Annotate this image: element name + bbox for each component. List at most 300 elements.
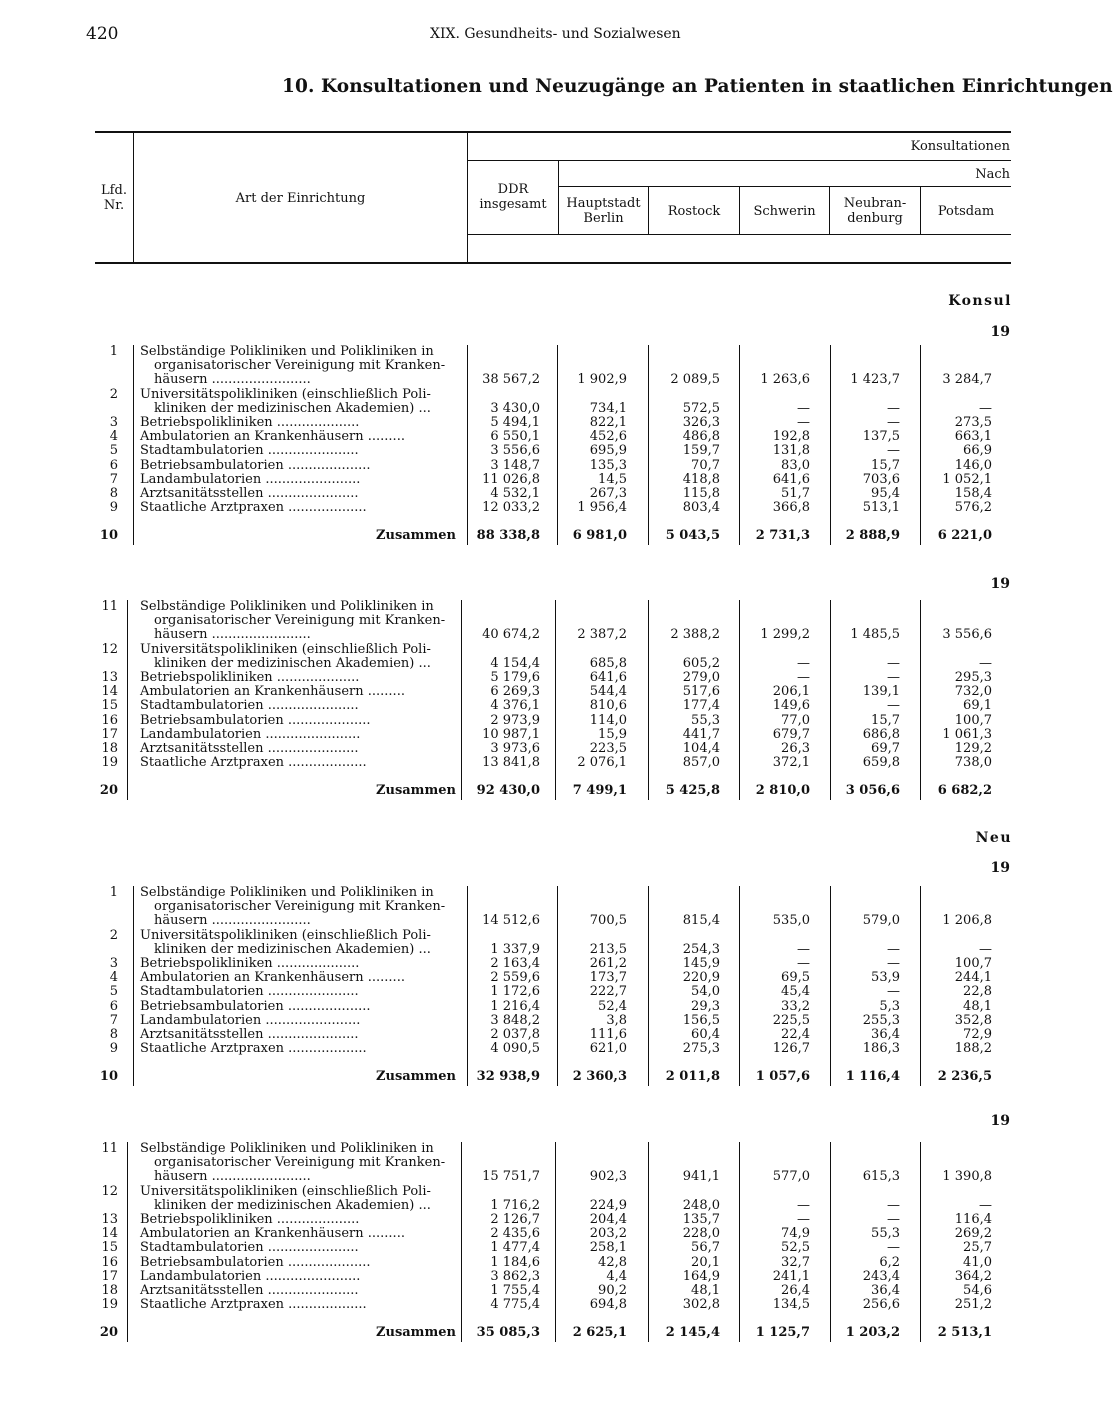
cell-value: 69,7 — [871, 741, 900, 756]
cell-value: 3,8 — [606, 1012, 627, 1028]
year-label: 19 — [990, 1113, 1010, 1129]
cell-value: 48,1 — [963, 998, 992, 1014]
cell-value: — — [887, 956, 900, 971]
row-number: 15 — [101, 1240, 118, 1256]
cell-value: 2 145,4 — [665, 1325, 720, 1341]
cell-value: 572,5 — [682, 400, 720, 416]
table-row — [0, 473, 1024, 487]
cell-value: 115,8 — [682, 486, 720, 501]
cell-value: 220,9 — [682, 970, 720, 986]
cell-value: 42,8 — [598, 1254, 627, 1270]
table-row — [0, 1142, 1024, 1185]
cell-value: 137,5 — [862, 429, 900, 445]
cell-value: 1 485,5 — [850, 627, 900, 643]
table-row — [0, 1213, 1024, 1227]
cell-value: 1 172,6 — [490, 984, 540, 1000]
row-number: 14 — [101, 684, 118, 700]
cell-value: 2 731,3 — [755, 528, 810, 544]
cell-value: 4 376,1 — [490, 698, 540, 714]
row-label: Landambulatorien ....................... — [140, 726, 361, 742]
row-label: organisatorischer Vereinigung mit Kranken- — [154, 899, 446, 915]
table-row — [0, 699, 1024, 713]
table-row-total — [0, 529, 1024, 543]
cell-value: 418,8 — [682, 471, 720, 487]
cell-value: 36,4 — [871, 1027, 900, 1042]
header-group-rule — [468, 160, 1011, 161]
row-label: kliniken der medizinischen Akademien) ... — [154, 655, 431, 671]
header-district: Rostock — [667, 204, 721, 219]
cell-value: 131,8 — [772, 443, 810, 459]
table-row — [0, 886, 1024, 929]
cell-value: 641,6 — [772, 471, 810, 487]
cell-value: 251,2 — [954, 1297, 992, 1313]
table-row — [0, 501, 1024, 515]
row-label: Betriebsambulatorien .................... — [140, 1254, 371, 1270]
cell-value: 615,3 — [862, 1169, 900, 1185]
cell-value: 20,1 — [691, 1254, 720, 1270]
row-number: 18 — [101, 741, 118, 756]
cell-value: 815,4 — [682, 913, 720, 929]
row-label: Staatliche Arztpraxen ................... — [140, 1041, 367, 1057]
table-row-total — [0, 1326, 1024, 1340]
cell-value: 66,9 — [963, 443, 992, 459]
cell-value: 3 148,7 — [490, 457, 540, 473]
row-label: Betriebspolikliniken .................... — [140, 415, 360, 430]
cell-value: 1 263,6 — [760, 372, 810, 388]
row-label: Ambulatorien an Krankenhäusern ......... — [140, 684, 405, 700]
cell-value: 88 338,8 — [476, 528, 540, 544]
cell-value: 1 477,4 — [490, 1240, 540, 1256]
cell-value: 135,3 — [589, 457, 627, 473]
column-divider — [648, 1142, 649, 1342]
row-number: 18 — [101, 1283, 118, 1298]
cell-value: 2 435,6 — [490, 1226, 540, 1242]
cell-value: — — [887, 984, 900, 1000]
cell-value: 51,7 — [781, 486, 810, 501]
cell-value: 36,4 — [871, 1283, 900, 1298]
cell-value: 1 216,4 — [490, 998, 540, 1014]
cell-value: 77,0 — [781, 712, 810, 728]
cell-value: 2 625,1 — [572, 1325, 627, 1341]
cell-value: 111,6 — [589, 1027, 627, 1042]
page-number: 420 — [86, 24, 119, 44]
row-number: 13 — [101, 1212, 118, 1227]
cell-value: 2 810,0 — [755, 783, 810, 799]
table-row — [0, 957, 1024, 971]
cell-value: 364,2 — [954, 1268, 992, 1284]
header-nach: Nach — [975, 167, 1010, 182]
cell-value: 177,4 — [682, 698, 720, 714]
cell-value: 90,2 — [598, 1283, 627, 1298]
row-number: 12 — [101, 1183, 118, 1199]
cell-value: 703,6 — [862, 471, 900, 487]
row-label: Landambulatorien ....................... — [140, 1268, 361, 1284]
cell-value: 1 299,2 — [760, 627, 810, 643]
cell-value: 269,2 — [954, 1226, 992, 1242]
column-divider — [920, 886, 921, 1086]
column-divider — [739, 1142, 740, 1342]
column-divider — [555, 1142, 556, 1342]
cell-value: 55,3 — [871, 1226, 900, 1242]
cell-value: 6 269,3 — [490, 684, 540, 700]
cell-value: — — [797, 1197, 810, 1213]
table-title: 10. Konsultationen und Neuzugänge an Patienten in staatlichen Einrichtungen — [282, 76, 1113, 97]
cell-value: 275,3 — [682, 1041, 720, 1057]
cell-value: 7 499,1 — [572, 783, 627, 799]
row-number: 2 — [109, 927, 118, 943]
cell-value: 2 126,7 — [490, 1212, 540, 1227]
cell-value: 146,0 — [954, 457, 992, 473]
cell-value: 56,7 — [691, 1240, 720, 1256]
cell-value: 116,4 — [954, 1212, 992, 1227]
row-label: Ambulatorien an Krankenhäusern ......... — [140, 970, 405, 986]
cell-value: 734,1 — [589, 400, 627, 416]
cell-value: 256,6 — [862, 1297, 900, 1313]
column-divider — [739, 345, 740, 545]
table-row — [0, 1256, 1024, 1270]
cell-value: 11 026,8 — [482, 471, 540, 487]
row-number: 15 — [101, 698, 118, 714]
cell-value: — — [979, 941, 992, 957]
total-label: Zusammen — [376, 528, 456, 544]
year-label: 19 — [990, 576, 1010, 592]
cell-value: 1 956,4 — [577, 500, 627, 516]
column-divider — [555, 600, 556, 800]
cell-value: 535,0 — [772, 913, 810, 929]
table-row — [0, 742, 1024, 756]
cell-value: 1 755,4 — [490, 1283, 540, 1298]
row-number: 5 — [109, 984, 118, 1000]
row-label: organisatorischer Vereinigung mit Kranken- — [154, 613, 446, 629]
cell-value: 52,5 — [781, 1240, 810, 1256]
row-number: 4 — [109, 970, 118, 986]
cell-value: 14,5 — [598, 471, 627, 487]
cell-value: 255,3 — [862, 1012, 900, 1028]
cell-value: 273,5 — [954, 415, 992, 430]
cell-value: 225,5 — [772, 1012, 810, 1028]
header-district: Neubran- denburg — [843, 196, 907, 226]
cell-value: 1 125,7 — [755, 1325, 810, 1341]
cell-value: 576,2 — [954, 500, 992, 516]
table-row — [0, 714, 1024, 728]
cell-value: 52,4 — [598, 998, 627, 1014]
column-divider — [920, 1142, 921, 1342]
cell-value: 267,3 — [589, 486, 627, 501]
cell-value: 156,5 — [682, 1012, 720, 1028]
column-divider — [830, 600, 831, 800]
row-label: Stadtambulatorien ...................... — [140, 984, 359, 1000]
row-number: 17 — [101, 726, 118, 742]
cell-value: 2 559,6 — [490, 970, 540, 986]
cell-value: 3 973,6 — [490, 741, 540, 756]
cell-value: 295,3 — [954, 670, 992, 685]
cell-value: 822,1 — [589, 415, 627, 430]
row-label: Betriebspolikliniken .................... — [140, 1212, 360, 1227]
column-divider — [739, 886, 740, 1086]
table-row-total — [0, 1070, 1024, 1084]
cell-value: 2 163,4 — [490, 956, 540, 971]
cell-value: 32,7 — [781, 1254, 810, 1270]
cell-value: 145,9 — [682, 956, 720, 971]
cell-value: — — [979, 1197, 992, 1213]
cell-value: 1 337,9 — [490, 941, 540, 957]
table-row — [0, 1014, 1024, 1028]
cell-value: — — [797, 670, 810, 685]
cell-value: 228,0 — [682, 1226, 720, 1242]
cell-value: 10 987,1 — [482, 726, 540, 742]
cell-value: 135,7 — [682, 1212, 720, 1227]
cell-value: 26,3 — [781, 741, 810, 756]
cell-value: 3 556,6 — [942, 627, 992, 643]
row-label: Ambulatorien an Krankenhäusern ......... — [140, 429, 405, 445]
cell-value: 6 682,2 — [937, 783, 992, 799]
cell-value: 4,4 — [606, 1268, 627, 1284]
cell-value: 4 775,4 — [490, 1297, 540, 1313]
cell-value: 241,1 — [772, 1268, 810, 1284]
cell-value: 5 179,6 — [490, 670, 540, 685]
cell-value: 114,0 — [589, 712, 627, 728]
cell-value: 3 284,7 — [942, 372, 992, 388]
row-number: 20 — [99, 783, 118, 799]
cell-value: 3 848,2 — [490, 1012, 540, 1028]
cell-value: 261,2 — [589, 956, 627, 971]
row-number: 12 — [101, 641, 118, 657]
cell-value: 5 494,1 — [490, 415, 540, 430]
cell-value: 1 206,8 — [942, 913, 992, 929]
cell-value: 605,2 — [682, 655, 720, 671]
table-row — [0, 685, 1024, 699]
header-district: Potsdam — [937, 204, 995, 219]
row-label: Staatliche Arztpraxen ................... — [140, 755, 367, 771]
cell-value: — — [797, 415, 810, 430]
cell-value: 663,1 — [954, 429, 992, 445]
cell-value: 104,4 — [682, 741, 720, 756]
cell-value: 3 430,0 — [490, 400, 540, 416]
row-label: Ambulatorien an Krankenhäusern ......... — [140, 1226, 405, 1242]
cell-value: 3 862,3 — [490, 1268, 540, 1284]
table-row — [0, 388, 1024, 416]
column-divider — [830, 345, 831, 545]
cell-value: 186,3 — [862, 1041, 900, 1057]
cell-value: 25,7 — [963, 1240, 992, 1256]
cell-value: 5 043,5 — [665, 528, 720, 544]
row-label: Universitätspolikliniken (einschließlich Poli- — [140, 1183, 431, 1199]
cell-value: 2 236,5 — [937, 1069, 992, 1085]
cell-value: 366,8 — [772, 500, 810, 516]
cell-value: 1 052,1 — [942, 471, 992, 487]
cell-value: 2 089,5 — [670, 372, 720, 388]
cell-value: 69,1 — [963, 698, 992, 714]
column-divider — [133, 886, 134, 1086]
cell-value: 33,2 — [781, 998, 810, 1014]
row-label: Universitätspolikliniken (einschließlich Poli- — [140, 641, 431, 657]
cell-value: 258,1 — [589, 1240, 627, 1256]
header-bottom-rule — [95, 262, 1011, 264]
row-number: 16 — [101, 712, 118, 728]
row-number: 9 — [109, 500, 118, 516]
column-divider — [467, 345, 468, 545]
cell-value: 6 221,0 — [937, 528, 992, 544]
row-number: 8 — [109, 486, 118, 501]
cell-value: 452,6 — [589, 429, 627, 445]
row-label: Arztsanitätsstellen ...................... — [140, 1027, 359, 1042]
row-number: 9 — [109, 1041, 118, 1057]
cell-value: 2 388,2 — [670, 627, 720, 643]
table-row — [0, 1185, 1024, 1213]
cell-value: 1 390,8 — [942, 1169, 992, 1185]
cell-value: 738,0 — [954, 755, 992, 771]
row-label: häusern ........................ — [154, 913, 311, 929]
cell-value: 279,0 — [682, 670, 720, 685]
cell-value: 302,8 — [682, 1297, 720, 1313]
cell-value: 45,4 — [781, 984, 810, 1000]
table-row — [0, 1270, 1024, 1284]
cell-value: 60,4 — [691, 1027, 720, 1042]
cell-value: — — [797, 1212, 810, 1227]
header-ddr: DDR insgesamt — [479, 182, 547, 212]
row-number: 3 — [109, 956, 118, 971]
cell-value: 326,3 — [682, 415, 720, 430]
cell-value: 810,6 — [589, 698, 627, 714]
cell-value: 69,5 — [781, 970, 810, 986]
cell-value: — — [887, 1240, 900, 1256]
cell-value: 1 061,3 — [942, 726, 992, 742]
table-row — [0, 487, 1024, 501]
cell-value: 159,7 — [682, 443, 720, 459]
block-label: Neu — [975, 830, 1012, 846]
cell-value: 223,5 — [589, 741, 627, 756]
row-label: Arztsanitätsstellen ...................... — [140, 1283, 359, 1298]
table-row — [0, 643, 1024, 671]
table-row — [0, 459, 1024, 473]
cell-value: 15,7 — [871, 457, 900, 473]
row-label: Betriebspolikliniken .................... — [140, 956, 360, 971]
cell-value: 659,8 — [862, 755, 900, 771]
cell-value: 129,2 — [954, 741, 992, 756]
cell-value: 902,3 — [589, 1169, 627, 1185]
cell-value: 2 360,3 — [572, 1069, 627, 1085]
header-subgroup-rule — [558, 186, 1011, 187]
cell-value: 1 423,7 — [850, 372, 900, 388]
column-divider — [557, 886, 558, 1086]
row-label: Betriebsambulatorien .................... — [140, 712, 371, 728]
cell-value: 641,6 — [589, 670, 627, 685]
cell-value: 188,2 — [954, 1041, 992, 1057]
row-number: 19 — [101, 1297, 118, 1313]
row-number: 19 — [101, 755, 118, 771]
cell-value: 15 751,7 — [482, 1169, 540, 1185]
cell-value: 941,1 — [682, 1169, 720, 1185]
cell-value: 695,9 — [589, 443, 627, 459]
row-label: häusern ........................ — [154, 627, 311, 643]
cell-value: 621,0 — [589, 1041, 627, 1057]
table-row — [0, 1284, 1024, 1298]
cell-value: 134,5 — [772, 1297, 810, 1313]
cell-value: 679,7 — [772, 726, 810, 742]
cell-value: 2 973,9 — [490, 712, 540, 728]
cell-value: — — [979, 400, 992, 416]
year-label: 19 — [990, 324, 1010, 340]
table-row — [0, 929, 1024, 957]
cell-value: 513,1 — [862, 500, 900, 516]
cell-value: 173,7 — [589, 970, 627, 986]
cell-value: — — [887, 941, 900, 957]
cell-value: 2 888,9 — [845, 528, 900, 544]
row-number: 6 — [109, 998, 118, 1014]
block-label: Konsul — [948, 293, 1012, 309]
cell-value: 732,0 — [954, 684, 992, 700]
column-divider — [648, 600, 649, 800]
row-number: 4 — [109, 429, 118, 445]
cell-value: 700,5 — [589, 913, 627, 929]
cell-value: — — [797, 400, 810, 416]
cell-value: 74,9 — [781, 1226, 810, 1242]
cell-value: 5,3 — [879, 998, 900, 1014]
cell-value: 72,9 — [963, 1027, 992, 1042]
cell-value: 579,0 — [862, 913, 900, 929]
row-label: organisatorischer Vereinigung mit Kranken- — [154, 358, 446, 374]
table-row — [0, 430, 1024, 444]
cell-value: 55,3 — [691, 712, 720, 728]
cell-value: 577,0 — [772, 1169, 810, 1185]
row-number: 6 — [109, 457, 118, 473]
cell-value: 29,3 — [691, 998, 720, 1014]
column-divider — [127, 600, 128, 800]
row-label: Selbständige Polikliniken und Polikliniken in — [140, 599, 434, 614]
cell-value: 41,0 — [963, 1254, 992, 1270]
row-label: kliniken der medizinischen Akademien) ... — [154, 1197, 431, 1213]
row-number: 7 — [109, 471, 118, 487]
column-divider — [830, 886, 831, 1086]
total-label: Zusammen — [376, 783, 456, 799]
cell-value: — — [887, 1212, 900, 1227]
cell-value: 6 981,0 — [572, 528, 627, 544]
row-label: häusern ........................ — [154, 1169, 311, 1185]
cell-value: 95,4 — [871, 486, 900, 501]
row-number: 20 — [99, 1325, 118, 1341]
cell-value: 1 203,2 — [845, 1325, 900, 1341]
cell-value: 3 556,6 — [490, 443, 540, 459]
cell-value: 149,6 — [772, 698, 810, 714]
table-row — [0, 1298, 1024, 1312]
cell-value: 1 902,9 — [577, 372, 627, 388]
column-divider — [739, 600, 740, 800]
cell-value: 83,0 — [781, 457, 810, 473]
cell-value: 372,1 — [772, 755, 810, 771]
row-label: Arztsanitätsstellen ...................... — [140, 486, 359, 501]
row-number: 8 — [109, 1027, 118, 1042]
cell-value: 2 037,8 — [490, 1027, 540, 1042]
cell-value: 5 425,8 — [665, 783, 720, 799]
cell-value: 12 033,2 — [482, 500, 540, 516]
cell-value: 139,1 — [862, 684, 900, 700]
cell-value: — — [797, 956, 810, 971]
header-district: Schwerin — [753, 204, 816, 219]
cell-value: 803,4 — [682, 500, 720, 516]
cell-value: 222,7 — [589, 984, 627, 1000]
cell-value: 694,8 — [589, 1297, 627, 1313]
table-row-total — [0, 784, 1024, 798]
cell-value: 685,8 — [589, 655, 627, 671]
table-row — [0, 1042, 1024, 1056]
row-number: 7 — [109, 1012, 118, 1028]
cell-value: 224,9 — [589, 1197, 627, 1213]
column-divider — [467, 886, 468, 1086]
row-label: Arztsanitätsstellen ...................... — [140, 741, 359, 756]
cell-value: 686,8 — [862, 726, 900, 742]
table-row — [0, 1000, 1024, 1014]
cell-value: 204,4 — [589, 1212, 627, 1227]
